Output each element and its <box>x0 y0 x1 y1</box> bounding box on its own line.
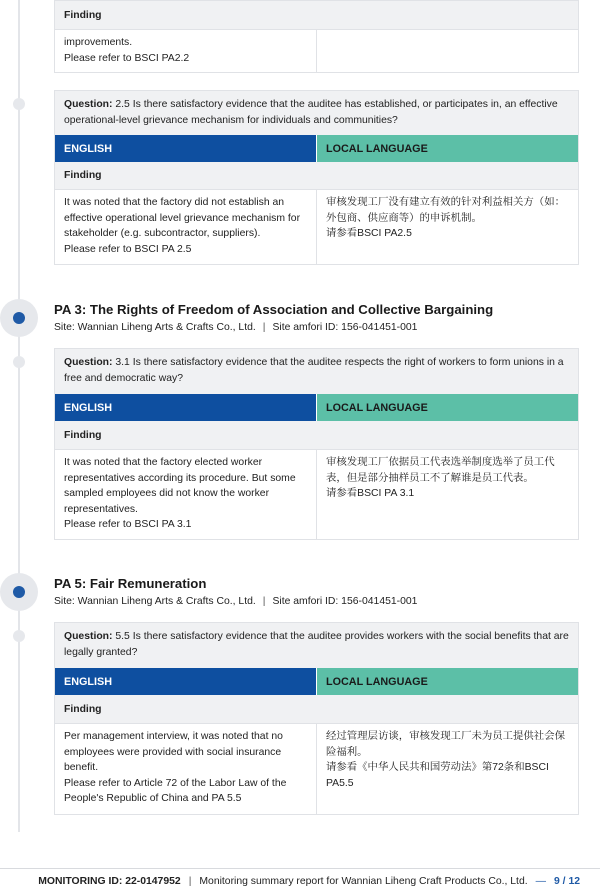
site-amfori-id: Site amfori ID: 156-041451-001 <box>272 596 418 607</box>
finding-content-row <box>55 449 578 539</box>
english-header: ENGLISH <box>55 135 316 162</box>
finding-content-row <box>55 189 578 264</box>
site-name: Site: Wannian Liheng Arts & Crafts Co., Ltd. <box>54 596 256 607</box>
language-header-row <box>55 668 578 695</box>
question-text: 3.1 Is there satisfactory evidence that the auditee respects the right of workers to form unions in a free and democratic way? <box>64 357 564 384</box>
section-marker-icon <box>0 299 38 337</box>
section-site-line <box>54 322 417 333</box>
english-header: ENGLISH <box>55 668 316 695</box>
local-language-header: LOCAL LANGUAGE <box>316 394 578 421</box>
finding-label: Finding <box>55 162 578 189</box>
question-card-3-1 <box>54 348 579 540</box>
site-separator: | <box>262 596 266 607</box>
local-language-header: LOCAL LANGUAGE <box>316 668 578 695</box>
timeline-dot <box>13 630 25 642</box>
finding-content-row <box>55 29 578 72</box>
question-text: 5.5 Is there satisfactory evidence that the auditee provides workers with the social benefits that are legally granted? <box>64 631 569 658</box>
page-number: 9 / 12 <box>554 875 580 887</box>
section-title-pa3: PA 3: The Rights of Freedom of Association and Collective Bargaining <box>54 302 494 317</box>
english-finding-text: It was noted that the factory did not establish an effective operational level grievance mechanism for stakeholder (e.g. subcontractor, suppliers). Please refer to BSCI PA 2.5 <box>64 197 301 255</box>
local-finding-text: 审核发现工厂没有建立有效的针对利益相关方（如：外包商、供应商等）的申诉机制。 请参看BSCI PA2.5 <box>316 190 578 264</box>
question-label: Question: <box>64 99 113 110</box>
local-finding-text: 经过管理层访谈，审核发现工厂未为员工提供社会保险福利。 请参看《中华人民共和国劳动法》第72条和BSCI PA5.5 <box>316 724 578 814</box>
question-card-2-5 <box>54 90 579 265</box>
question-block <box>55 623 578 668</box>
timeline-line <box>18 0 20 832</box>
footer-dash: — <box>535 875 546 887</box>
question-block <box>55 91 578 135</box>
site-separator: | <box>262 322 266 333</box>
section-site-line <box>54 596 417 607</box>
local-finding-text <box>316 30 578 72</box>
finding-label: Finding <box>55 1 578 29</box>
section-title-pa5: PA 5: Fair Remuneration <box>54 576 207 591</box>
site-amfori-id: Site amfori ID: 156-041451-001 <box>272 322 418 333</box>
footer-separator: | <box>188 875 192 887</box>
question-block <box>55 349 578 394</box>
page-footer <box>0 868 600 893</box>
timeline-dot <box>13 356 25 368</box>
section-marker-icon <box>0 573 38 611</box>
language-header-row <box>55 394 578 421</box>
timeline-dot <box>13 98 25 110</box>
question-card-5-5 <box>54 622 579 815</box>
finding-card-top <box>54 0 579 73</box>
english-header: ENGLISH <box>55 394 316 421</box>
finding-content-row <box>55 723 578 814</box>
english-finding-text: Per management interview, it was noted that no employees were provided with social insurance benefit. Please refer to Article 72 of the Labor Law of the People's Republic of China and PA 5.5 <box>64 731 287 804</box>
question-label: Question: <box>64 631 113 642</box>
english-finding-text: improvements. Please refer to BSCI PA2.2 <box>64 37 190 64</box>
question-label: Question: <box>64 357 113 368</box>
report-title: Monitoring summary report for Wannian Liheng Craft Products Co., Ltd. <box>199 875 528 887</box>
local-language-header: LOCAL LANGUAGE <box>316 135 578 162</box>
monitoring-id: MONITORING ID: 22-0147952 <box>38 875 181 887</box>
english-finding-text: It was noted that the factory elected worker representatives according its procedure. But some sampled employees did not know the worker representatives. Please refer to BSCI PA 3.1 <box>64 457 296 530</box>
finding-label: Finding <box>55 421 578 449</box>
question-text: 2.5 Is there satisfactory evidence that the auditee has established, or participates in, an effective operational-level grievance mechanism for individuals and communities? <box>64 99 558 126</box>
site-name: Site: Wannian Liheng Arts & Crafts Co., Ltd. <box>54 322 256 333</box>
finding-label: Finding <box>55 695 578 723</box>
local-finding-text: 审核发现工厂依据员工代表选举制度选举了员工代表，但是部分抽样员工不了解谁是员工代表。 请参看BSCI PA 3.1 <box>316 450 578 539</box>
language-header-row <box>55 135 578 162</box>
